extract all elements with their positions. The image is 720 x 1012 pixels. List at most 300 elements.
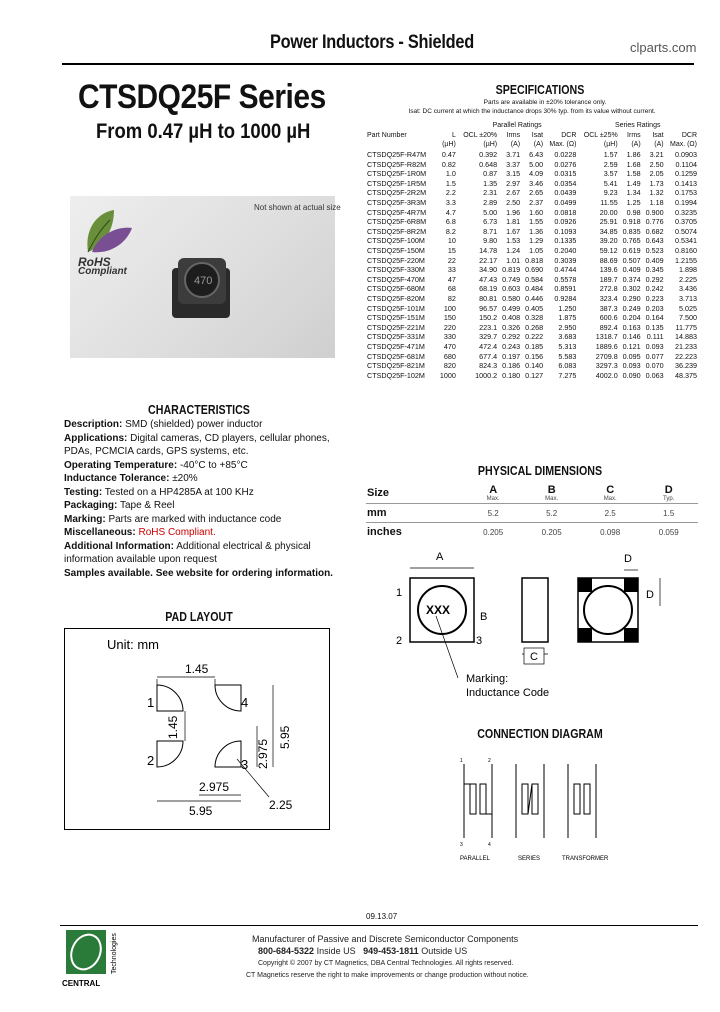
spec-cell: 5.41 (603, 178, 618, 188)
spec-cell: 0.249 (622, 303, 641, 313)
rohs-label (78, 257, 127, 277)
spec-row (366, 342, 698, 352)
spec-cell: 2.50 (506, 198, 521, 208)
spec-cell: 2.2 (445, 188, 456, 198)
spec-cell: 0.121 (622, 341, 641, 351)
spec-col-unit: (µH) (603, 141, 618, 149)
phone-outside[interactable]: 949-453-1811 (363, 946, 419, 956)
spec-cell: 0.584 (525, 274, 544, 284)
spec-cell: 6.43 (529, 150, 544, 160)
spec-cell: 0.484 (525, 284, 544, 294)
spec-cell: 1.81 (506, 217, 521, 227)
spec-cell: 1.58 (626, 169, 641, 179)
spec-cell: 600.6 (599, 313, 618, 323)
spec-row (366, 332, 698, 342)
photo-graphic (70, 196, 335, 358)
spec-cell: 2.225 (679, 274, 697, 284)
spec-cell: 96.57 (479, 303, 498, 313)
spec-cell: 0.835 (622, 226, 641, 236)
spec-cell: 1.68 (626, 159, 641, 169)
tolerance-value: ±20% (172, 473, 198, 484)
applications-label: Applications: (64, 432, 128, 444)
spec-cell: 323.4 (599, 293, 618, 303)
draw-pin-1: 1 (396, 587, 403, 599)
spec-cell: 0.197 (502, 351, 521, 361)
spec-cell: 1318.7 (595, 332, 618, 342)
spec-cell: 0.409 (622, 265, 641, 275)
footer-rights: CT Magnetics reserve the right to make improvements or change production without notice. (246, 972, 529, 979)
series-schematic (516, 764, 544, 838)
op-temp-label: Operating Temperature: (64, 459, 178, 471)
spec-row (366, 313, 698, 323)
spec-cell: 0.8591 (554, 284, 577, 294)
pad-layout-box (64, 628, 330, 830)
spec-cell: 0.2040 (554, 246, 577, 256)
phone-inside[interactable]: 800-684-5322 (258, 946, 315, 956)
spec-cell: 2.31 (483, 188, 498, 198)
spec-col-header: Part Number (367, 131, 407, 139)
pad-label-3: 3 (241, 757, 249, 772)
spec-cell: 3.3 (445, 198, 456, 208)
transformer-schematic (568, 764, 596, 838)
parallel-schematic (464, 764, 492, 838)
spec-row (366, 351, 698, 361)
spec-cell: 0.203 (645, 303, 664, 313)
photo-note: Not shown at actual size (254, 203, 341, 212)
dim-mm-b: 5.2 (546, 508, 558, 518)
inductance-range: From 0.47 µH to 1000 µH (96, 120, 311, 143)
spec-row (366, 227, 698, 237)
spec-cell: 2.950 (558, 322, 577, 332)
group-parallel: Parallel Ratings (492, 122, 542, 130)
connection-diagram (446, 746, 616, 866)
dimensions-title: PHYSICAL DIMENSIONS (477, 463, 603, 478)
spec-cell: 329.7 (479, 332, 498, 342)
spec-col-unit: (A) (654, 141, 664, 149)
spec-cell: 0.180 (502, 370, 521, 380)
spec-cell: 0.1104 (675, 159, 697, 169)
spec-cell: 1.86 (626, 150, 641, 160)
spec-cell: 0.186 (502, 361, 521, 371)
spec-cell: 0.268 (525, 322, 544, 332)
spec-cell: 3.15 (506, 169, 521, 179)
spec-col-header: Isat (652, 131, 664, 139)
spec-cell: 387.3 (599, 303, 618, 313)
logo-side: Technologies (111, 933, 118, 974)
spec-cell: 680 (443, 351, 456, 361)
spec-cell: 0.127 (525, 370, 544, 380)
dim-sub-d: Typ. (663, 496, 675, 502)
spec-cell: 3.71 (506, 150, 521, 160)
spec-cell: 22.223 (675, 351, 697, 361)
spec-cell: 0.392 (479, 150, 498, 160)
connection-diagram-svg (446, 746, 616, 866)
spec-row (366, 188, 698, 198)
spec-cell: 34.90 (479, 265, 498, 275)
phone-outside-label: Outside US (421, 946, 468, 956)
pad-label-2: 2 (147, 753, 155, 768)
conn-label-transformer: TRANSFORMER (562, 856, 609, 862)
spec-cell: 0.093 (645, 341, 664, 351)
spec-cell: 330 (443, 332, 456, 342)
spec-col-header: OCL ±20% (463, 131, 498, 139)
spec-cell: 0.1335 (554, 236, 577, 246)
spec-cell: 0.156 (525, 351, 544, 361)
spec-col-header: Isat (531, 131, 544, 139)
spec-cell: 0.408 (502, 313, 521, 323)
part-number: CTSDQ25F-821M (367, 361, 425, 371)
spec-col-header: Irms (627, 131, 641, 139)
spec-cell: 0.682 (645, 226, 664, 236)
spec-cell: 0.243 (502, 341, 521, 351)
spec-cell: 0.140 (525, 361, 544, 371)
draw-pin-2: 2 (396, 635, 403, 647)
part-number: CTSDQ25F-471M (367, 341, 425, 351)
part-number: CTSDQ25F-8R2M (367, 226, 427, 236)
spec-cell: 7.275 (558, 370, 577, 380)
spec-cell: 0.1994 (675, 198, 697, 208)
logo-brand: CENTRAL (62, 979, 101, 988)
dim-radius: 2.25 (269, 798, 293, 812)
conn-pin-4: 4 (488, 842, 491, 848)
dim-half-h: 2.975 (199, 780, 230, 794)
marking-leader (436, 616, 458, 678)
spec-cell: 0.185 (525, 341, 544, 351)
draw-label-d2: D (646, 589, 654, 601)
spec-cell: 0.5341 (675, 236, 697, 246)
part-number: CTSDQ25F-6R8M (367, 217, 427, 227)
spec-cell: 1.18 (649, 198, 664, 208)
testing-label: Testing: (64, 486, 103, 498)
description-label: Description: (64, 419, 123, 430)
conn-pin-3: 3 (460, 842, 463, 848)
marking-value: Parts are marked with inductance code (108, 513, 282, 525)
spec-col-header: L (451, 131, 456, 139)
spec-col-unit: (A) (510, 141, 521, 149)
spec-cell: 22 (447, 255, 456, 265)
spec-cell: 1.875 (558, 313, 577, 323)
spec-cell: 4.7 (445, 207, 456, 217)
size-label: Size (367, 487, 390, 499)
spec-cell: 1.250 (558, 303, 577, 313)
draw-pin-3: 3 (476, 635, 483, 647)
spec-cell: 1.01 (506, 255, 521, 265)
spec-cell: 0.163 (622, 322, 641, 332)
spec-cell: 8.2 (445, 226, 456, 236)
spec-cell: 220 (443, 322, 456, 332)
spec-cell: 2.50 (649, 159, 664, 169)
part-number: CTSDQ25F-1R0M (367, 169, 427, 179)
spec-cell: 0.292 (502, 332, 521, 342)
spec-cell: 0.0818 (554, 207, 577, 217)
spec-row (366, 275, 698, 285)
spec-cell: 33 (447, 265, 456, 275)
spec-cell: 0.405 (525, 303, 544, 313)
spec-cell: 5.025 (679, 303, 697, 313)
pad-unit: Unit: mm (107, 637, 159, 652)
pad-4 (215, 685, 241, 711)
spec-cell: 0.135 (645, 322, 664, 332)
spec-cell: 68 (447, 284, 456, 294)
tolerance-label: Inductance Tolerance: (64, 473, 170, 484)
spec-cell: 223.1 (479, 322, 498, 332)
spec-cell: 150 (443, 313, 456, 323)
misc-value: RoHS Compliant. (138, 527, 216, 538)
spec-cell: 0.1413 (675, 178, 697, 188)
spec-cell: 0.690 (525, 265, 544, 275)
spec-cell: 5.00 (529, 159, 544, 169)
pad-2 (157, 741, 183, 767)
draw-label-b: B (480, 611, 488, 623)
spec-cell: 3.683 (558, 332, 577, 342)
part-number: CTSDQ25F-2R2M (367, 188, 427, 198)
spec-row (366, 198, 698, 208)
spec-cell: 0.090 (622, 370, 641, 380)
header-title: Power Inductors - Shielded (270, 32, 474, 53)
spec-col-unit: (A) (533, 141, 544, 149)
spec-row (366, 303, 698, 313)
spec-cell: 11.55 (600, 198, 618, 208)
spec-cell: 1.0 (445, 169, 456, 179)
spec-row (366, 236, 698, 246)
characteristics-title: CHARACTERISTICS (148, 402, 250, 417)
spec-cell: 1889.6 (595, 341, 618, 351)
spec-row (366, 169, 698, 179)
spec-cell: 1.29 (529, 236, 544, 246)
header-site[interactable]: clparts.com (630, 40, 697, 55)
spec-cell: 0.900 (645, 207, 664, 217)
spec-cell: 1.53 (506, 236, 521, 246)
spec-cell: 3.713 (679, 293, 697, 303)
group-series: Series Ratings (614, 122, 661, 130)
spec-row (366, 179, 698, 189)
specs-units-row (366, 140, 698, 150)
spec-cell: 20.00 (599, 207, 618, 217)
packaging-value: Tape & Reel (119, 500, 175, 511)
spec-cell: 892.4 (599, 322, 618, 332)
spec-cell: 0.5578 (554, 274, 577, 284)
footer-copyright: Copyright © 2007 by CT Magnetics, DBA Central Technologies. All rights reserved. (258, 960, 514, 967)
dim-mm-d: 1.5 (663, 508, 675, 518)
dim-mm-c: 2.5 (604, 508, 616, 518)
spec-cell: 4002.0 (595, 370, 618, 380)
spec-cell: 3297.3 (595, 361, 618, 371)
rohs-leaf-icon (87, 210, 132, 252)
part-number: CTSDQ25F-331M (367, 332, 425, 342)
dim-letter-d: D (664, 484, 673, 496)
spec-cell: 14.78 (479, 246, 498, 256)
spec-cell: 0.82 (441, 159, 456, 169)
spec-cell: 1.57 (603, 150, 618, 160)
spec-cell: 0.776 (645, 217, 664, 227)
spec-col-header: DCR (561, 131, 577, 139)
additional-label: Additional Information: (64, 540, 174, 552)
spec-row (366, 294, 698, 304)
spec-cell: 34.85 (599, 226, 618, 236)
pad-label-1: 1 (147, 695, 155, 710)
inductor-image (172, 258, 230, 318)
spec-cell: 472.4 (479, 341, 498, 351)
spec-cell: 1000 (439, 370, 456, 380)
spec-cell: 68.19 (479, 284, 498, 294)
spec-cell: 0.47 (441, 150, 456, 160)
dim-gap: 1.45 (166, 715, 180, 739)
spec-cell: 0.765 (622, 236, 641, 246)
spec-cell: 6.8 (445, 217, 456, 227)
mm-label: mm (367, 507, 387, 519)
spec-cell: 0.409 (645, 255, 664, 265)
spec-row (366, 361, 698, 371)
description-value: SMD (shielded) power inductor (125, 419, 263, 430)
specs-note-1: Parts are available in ±20% tolerance only. (483, 99, 607, 106)
spec-cell: 1.5 (445, 178, 456, 188)
spec-cell: 0.292 (645, 274, 664, 284)
part-number: CTSDQ25F-1R5M (367, 178, 427, 188)
spec-cell: 0.580 (502, 293, 521, 303)
spec-cell: 0.077 (645, 351, 664, 361)
spec-cell: 9.23 (603, 188, 618, 198)
spec-cell: 1.49 (626, 178, 641, 188)
footer-phones (258, 946, 578, 956)
rohs-text: RoHS (78, 255, 111, 269)
dim-sub-c: Max. (603, 496, 617, 502)
spec-cell: 59.12 (599, 246, 618, 256)
callout-code: Inductance Code (466, 687, 550, 699)
spec-cell: 1.25 (626, 198, 641, 208)
spec-cell: 0.818 (525, 255, 544, 265)
spec-row (366, 207, 698, 217)
spec-cell: 0.095 (622, 351, 641, 361)
spec-cell: 0.290 (622, 293, 641, 303)
spec-cell: 0.0926 (554, 217, 577, 227)
spec-col-unit (366, 140, 436, 150)
dim-letter-a: A (489, 484, 498, 496)
dim-in-a: 0.205 (483, 527, 504, 537)
spec-cell: 1.34 (626, 188, 641, 198)
spec-row (366, 150, 698, 160)
part-number: CTSDQ25F-3R3M (367, 198, 427, 208)
spec-cell: 2.65 (529, 188, 544, 198)
spec-cell: 0.1093 (554, 226, 577, 236)
spec-cell: 5.313 (558, 341, 577, 351)
footer-date: 09.13.07 (366, 912, 398, 921)
spec-cell: 47 (447, 274, 456, 284)
inch-label: inches (367, 526, 402, 538)
spec-cell: 0.326 (502, 322, 521, 332)
spec-cell: 22.17 (479, 255, 498, 265)
spec-cell: 47.43 (479, 274, 498, 284)
spec-cell: 0.648 (479, 159, 498, 169)
spec-cell: 0.9284 (554, 293, 577, 303)
spec-cell: 1.24 (506, 246, 521, 256)
spec-cell: 3.37 (506, 159, 521, 169)
packaging-label: Packaging: (64, 500, 118, 511)
spec-cell: 1.898 (679, 265, 697, 275)
part-number: CTSDQ25F-470M (367, 274, 425, 284)
marking-label: Marking: (64, 513, 106, 525)
spec-cell: 21.233 (675, 341, 697, 351)
spec-cell: 2.89 (483, 198, 498, 208)
spec-cell: 272.8 (599, 284, 618, 294)
spec-cell: 82 (447, 293, 456, 303)
dim-top: 1.45 (185, 662, 209, 676)
spec-cell: 0.0439 (554, 188, 577, 198)
spec-cell: 0.223 (645, 293, 664, 303)
spec-cell: 9.80 (483, 236, 498, 246)
spec-cell: 2.05 (649, 169, 664, 179)
spec-cell: 0.619 (622, 246, 641, 256)
spec-cell: 0.4744 (554, 265, 577, 275)
characteristics-list (64, 418, 334, 580)
spec-cell: 3.436 (679, 284, 697, 294)
misc-label: Miscellaneous: (64, 527, 136, 538)
spec-cell: 0.0354 (554, 178, 577, 188)
spec-cell: 1.36 (529, 226, 544, 236)
dim-width: 5.95 (189, 804, 213, 818)
callout-marking: Marking: (466, 673, 509, 685)
spec-cell: 0.499 (502, 303, 521, 313)
spec-cell: 0.328 (525, 313, 544, 323)
dim-mm-a: 5.2 (487, 508, 499, 518)
spec-cell: 0.1259 (675, 169, 697, 179)
side-view (522, 578, 548, 642)
draw-label-c: C (530, 651, 538, 663)
conn-pin-2: 2 (488, 758, 491, 764)
dim-letter-c: C (606, 484, 615, 496)
spec-cell: 4.09 (529, 169, 544, 179)
spec-cell: 5.00 (483, 207, 498, 217)
footer-line1: Manufacturer of Passive and Discrete Semiconductor Components (252, 934, 519, 944)
central-logo-svg (62, 926, 120, 990)
spec-cell: 1000.2 (475, 370, 498, 380)
spec-cell: 0.918 (622, 217, 641, 227)
spec-cell: 0.111 (646, 332, 664, 342)
spec-cell: 0.222 (525, 332, 544, 342)
spec-row (366, 370, 698, 380)
spec-cell: 80.81 (479, 293, 498, 303)
part-number: CTSDQ25F-330M (367, 265, 425, 275)
spec-cell: 7.500 (679, 313, 697, 323)
spec-cell: 6.73 (483, 217, 498, 227)
spec-cell: 0.302 (622, 284, 641, 294)
spec-col-header: Irms (506, 131, 521, 139)
phone-inside-label: Inside US (316, 946, 356, 956)
dim-in-c: 0.098 (600, 527, 621, 537)
dim-height: 5.95 (278, 725, 292, 749)
spec-cell: 0.87 (483, 169, 498, 179)
op-temp-value: -40°C to +85°C (179, 459, 248, 471)
spec-col-unit: Max. (Ω) (549, 141, 577, 149)
header-rule (62, 63, 694, 65)
part-number: CTSDQ25F-681M (367, 351, 425, 361)
spec-cell: 11.775 (675, 322, 697, 332)
spec-cell: 0.3235 (675, 207, 697, 217)
spec-col-header: OCL ±25% (583, 131, 618, 139)
spec-cell: 2.97 (506, 178, 521, 188)
pad-label-4: 4 (241, 695, 249, 710)
spec-row (366, 322, 698, 332)
spec-cell: 0.374 (622, 274, 641, 284)
product-photo (70, 196, 335, 358)
rohs-compliant: Compliant (78, 266, 127, 277)
spec-cell: 189.7 (599, 274, 618, 284)
spec-cell: 1.96 (506, 207, 521, 217)
spec-cell: 0.345 (645, 265, 664, 275)
part-number: CTSDQ25F-4R7M (367, 207, 427, 217)
spec-cell: 150.2 (479, 313, 498, 323)
part-number: CTSDQ25F-101M (367, 303, 425, 313)
spec-cell: 0.5074 (675, 226, 697, 236)
